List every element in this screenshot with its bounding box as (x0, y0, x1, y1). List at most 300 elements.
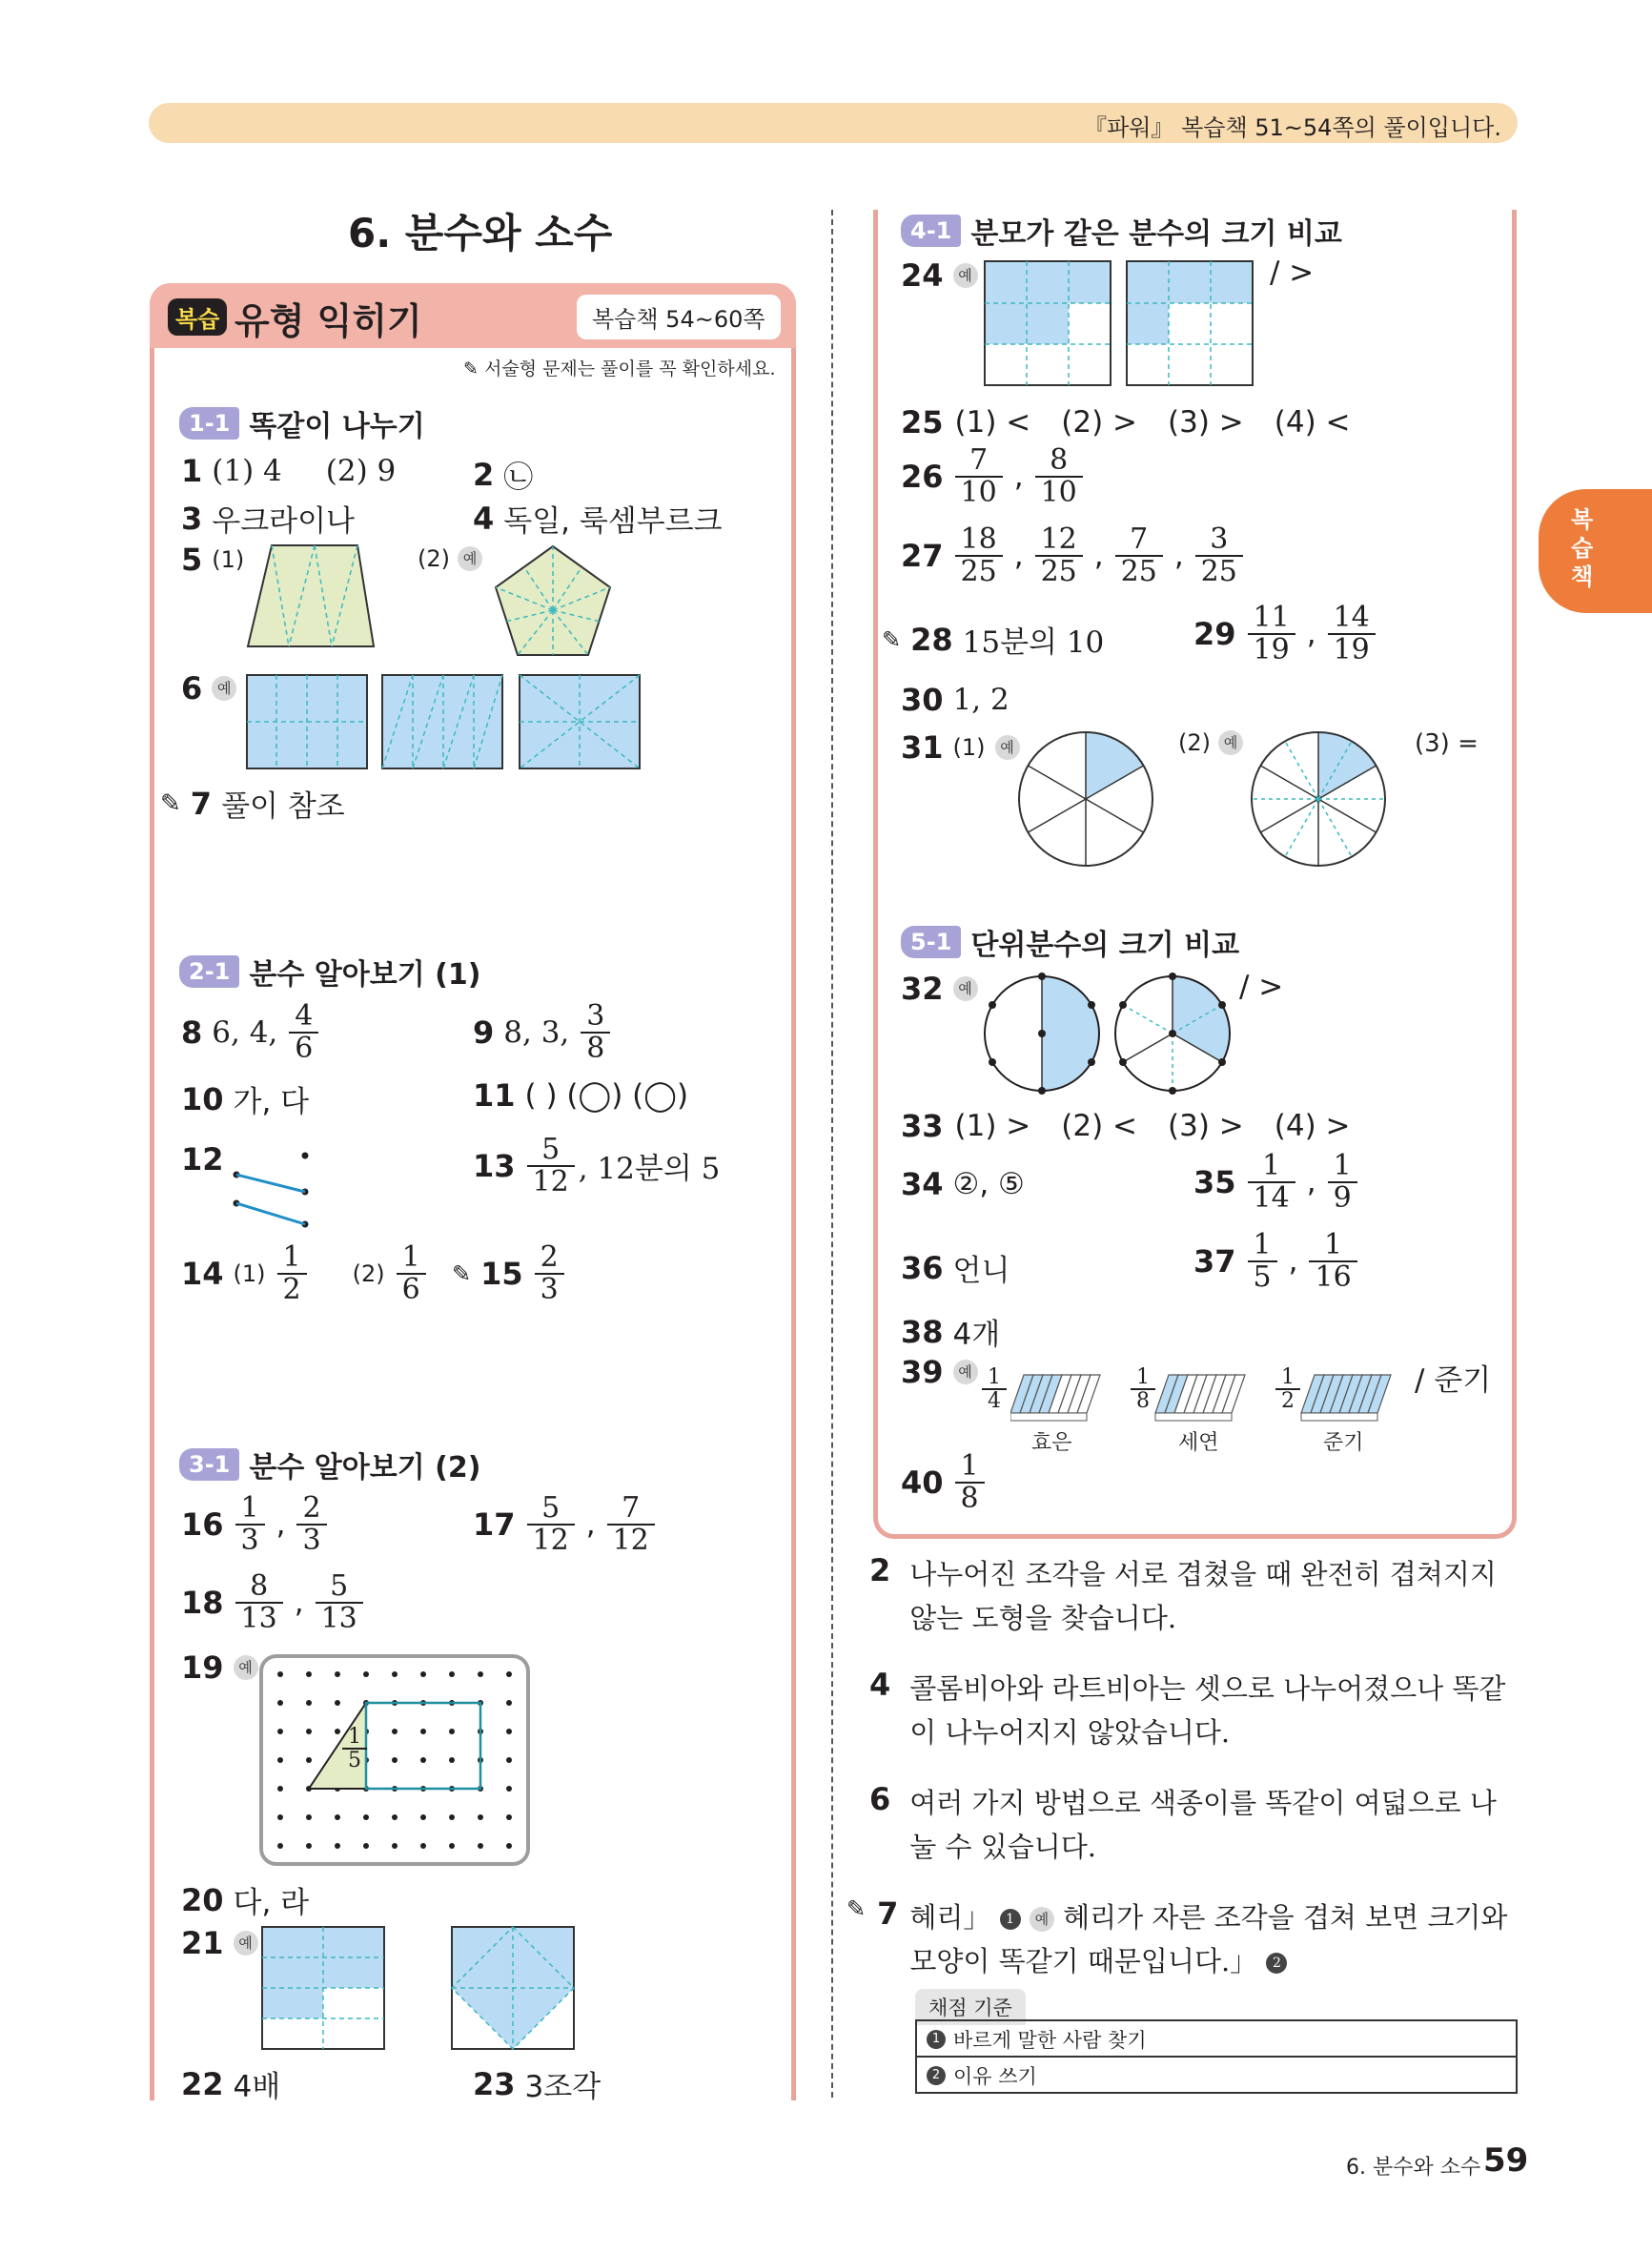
answer-number: 9 (473, 1014, 495, 1051)
grid-dot (363, 1843, 369, 1849)
grid-dot (449, 1814, 455, 1820)
section-1-1 (179, 402, 425, 444)
example-badge: 예 (1218, 730, 1243, 755)
numerator: 7 (969, 443, 989, 477)
numerator: 11 (1253, 601, 1290, 634)
numerator: 12 (1040, 522, 1077, 556)
denominator: 25 (1115, 555, 1163, 587)
example-badge: 예 (212, 676, 236, 701)
answer-text: ②, ⑤ (952, 1167, 1025, 1201)
denominator: 16 (1309, 1260, 1356, 1293)
grid-dot (506, 1700, 512, 1706)
grid-dot (449, 1671, 455, 1677)
example-badge: 예 (953, 976, 978, 1001)
answer-text: , 12분의 5 (578, 1152, 721, 1186)
answer-15: ✎ 15 $\frac{2}{3}$ (452, 1242, 566, 1304)
denominator: 3 (296, 1524, 326, 1556)
footer-page-number: 59 (1483, 2141, 1529, 2180)
answer-number: 2 (869, 1552, 891, 1588)
grid-dot (277, 1700, 283, 1706)
grid-dot (335, 1671, 340, 1677)
example-badge: 예 (234, 1931, 258, 1956)
explanation-7: ✎ 7 혜리」 1 예 혜리가 자른 조각을 겹쳐 보면 크기와 모양이 똑같기 때문입니다.」 2 (846, 1895, 1518, 1983)
grid-dot (306, 1814, 312, 1820)
explanation-part: 혜리가 자른 조각을 겹쳐 보면 크기와 모양이 똑같기 때문입니다.」 (909, 1901, 1508, 1977)
answer-33 (901, 1108, 1351, 1144)
grid-dot (420, 1671, 426, 1677)
answer-text: 우크라이나 (212, 504, 355, 539)
answer-32-result: / > (1239, 970, 1284, 1004)
section-title: 단위분수의 크기 비교 (970, 929, 1240, 962)
box-pages: 복습책 54~60쪽 (577, 295, 781, 339)
answer-number: 15 (480, 1255, 523, 1292)
chocolate-bars-figure (1010, 1360, 1411, 1422)
section-title: 분수 알아보기 (2) (249, 1451, 481, 1485)
grid-dot (478, 1814, 483, 1820)
section-5-1 (901, 921, 1239, 963)
scoring-row-1 (927, 2025, 1147, 2054)
grid-dot (506, 1757, 512, 1763)
answer-number: 40 (901, 1464, 944, 1501)
section-4-1 (901, 210, 1342, 252)
answer-text: 8, 3, (503, 1014, 570, 1050)
answer-8 (181, 1001, 320, 1063)
answer-number: 20 (181, 1881, 224, 1918)
fraction (527, 1493, 575, 1555)
grid-dot (420, 1843, 426, 1849)
answer-number: 30 (901, 682, 944, 718)
column-divider (831, 210, 833, 2098)
scoring-row-2 (927, 2061, 1037, 2090)
fraction (527, 1135, 575, 1197)
answer-28: ✎ 28 15분의 10 (882, 618, 1104, 661)
chip-5-1: 5-1 (901, 926, 961, 958)
answer-17: 17 $\frac{5}{12}$ , $\frac{7}{12}$ (473, 1493, 657, 1555)
grid-dot (506, 1814, 512, 1820)
answer-text: (1) (212, 546, 245, 573)
answer-27: 27 $\frac{18}{25}$ , $\frac{12}{25}$ , $\frac{7}{25}$ , $\frac{3}{25}$ (901, 524, 1245, 586)
answer-16: 16 $\frac{1}{3}$ , $\frac{2}{3}$ (181, 1493, 329, 1555)
answer-number: 11 (473, 1077, 516, 1114)
answer-40 (901, 1451, 987, 1513)
denominator: 14 (1248, 1181, 1295, 1214)
example-badge: 예 (234, 1655, 258, 1680)
chip-1-1: 1-1 (179, 407, 239, 440)
fraction (955, 524, 1003, 586)
grid-dot (420, 1757, 426, 1763)
answer-number: 34 (901, 1166, 944, 1202)
dot-grid-fraction (340, 1726, 369, 1772)
answer-24 (901, 257, 978, 294)
answer-text: (2) (1178, 729, 1211, 756)
grid-dot (306, 1757, 312, 1763)
marker-1: 1 (927, 2030, 946, 2049)
square-divisions-figure (246, 674, 642, 771)
fraction (535, 1242, 564, 1304)
numerator: 1 (1324, 1228, 1343, 1261)
numerator: 1 (1262, 1149, 1281, 1182)
denominator: 13 (316, 1602, 363, 1634)
grid-dot (449, 1757, 455, 1763)
answer-32 (901, 971, 978, 1007)
answer-number: 10 (181, 1080, 224, 1117)
answer-number: 21 (181, 1925, 224, 1961)
denominator: 3 (535, 1273, 564, 1305)
answer-number: 23 (473, 2065, 516, 2102)
answer-3 (181, 497, 355, 540)
answer-text: 3조각 (524, 2070, 602, 2104)
answer-21 (181, 1925, 258, 1961)
grid-dot (363, 1814, 369, 1820)
bar-base (1301, 1413, 1377, 1421)
denominator: 8 (955, 1482, 985, 1514)
grid-dot (306, 1729, 312, 1734)
grid-dot (392, 1729, 398, 1734)
scoring-divider (915, 2056, 1518, 2058)
numerator: 3 (586, 999, 605, 1033)
answer-text: (1) > (954, 1109, 1031, 1143)
grid-dot (277, 1786, 283, 1792)
numerator: 1 (348, 1725, 361, 1749)
explanation-4 (869, 1667, 1518, 1754)
answer-number: 28 (910, 621, 953, 658)
numerator: 1 (1136, 1365, 1150, 1389)
grid-dot (420, 1729, 426, 1734)
answer-text: 독일, 룩셈부르크 (503, 504, 723, 539)
explanation-2 (869, 1552, 1518, 1640)
answer-text: (3) > (1168, 1109, 1244, 1143)
section-title: 똑같이 나누기 (249, 410, 425, 443)
answer-number: 6 (869, 1781, 891, 1817)
grid-dot (335, 1814, 340, 1820)
numerator: 8 (1050, 443, 1069, 477)
answer-22 (181, 2062, 280, 2105)
grid-dot (506, 1729, 512, 1734)
denominator: 2 (1275, 1388, 1300, 1412)
section-3-1 (179, 1444, 480, 1485)
answer-number: 19 (181, 1649, 224, 1686)
answer-23 (473, 2062, 601, 2105)
dot-grid-figure (259, 1654, 530, 1866)
answer-text: (2) (352, 1260, 385, 1287)
grid-dot (335, 1700, 340, 1706)
numerator: 1 (988, 1365, 1001, 1389)
denominator: 19 (1328, 633, 1376, 666)
fraction (397, 1242, 426, 1304)
example-badge: 예 (1030, 1907, 1054, 1932)
answer-number: 12 (181, 1141, 224, 1178)
answer-number: 33 (901, 1108, 944, 1144)
numerator: 1 (1253, 1228, 1272, 1261)
answer-6 (181, 670, 236, 707)
fraction (955, 445, 1003, 507)
explanation-part: 혜리」 (909, 1901, 991, 1934)
side-tab-label: 복습책 (1571, 506, 1594, 590)
answer-35: 35 $\frac{1}{14}$ , $\frac{1}{9}$ (1193, 1151, 1359, 1213)
numerator: 3 (1210, 522, 1229, 556)
fraction (1035, 524, 1083, 586)
fraction (342, 1726, 367, 1772)
answer-25 (901, 404, 1351, 440)
answer-text: 6, 4, (212, 1014, 278, 1050)
answer-number: 35 (1193, 1163, 1236, 1200)
numerator: 7 (1130, 522, 1149, 556)
pentagon-figure (491, 543, 615, 660)
explanation-6 (869, 1781, 1518, 1869)
answer-14 (181, 1242, 428, 1304)
marker-1: 1 (1000, 1909, 1021, 1930)
answer-number: 39 (901, 1354, 944, 1390)
answer-number: 22 (181, 2065, 224, 2102)
trapezoid-figure (243, 543, 386, 653)
denominator: 10 (955, 476, 1003, 508)
answer-number: 4 (473, 500, 495, 537)
grid-dot (392, 1843, 398, 1849)
fraction (1195, 524, 1243, 586)
answer-7: ✎ 7 풀이 참조 (160, 782, 345, 825)
answer-text: (2) (418, 545, 450, 572)
denominator: 10 (1035, 476, 1083, 508)
explanation-text (909, 1895, 1518, 1983)
answer-text: (2) 9 (325, 454, 397, 488)
chapter-title: 6. 분수와 소수 (348, 210, 613, 256)
fraction (1115, 524, 1163, 586)
answer-text: (1) < (954, 405, 1031, 440)
answer-text: (1) (952, 734, 986, 761)
answer-29: 29 $\frac{11}{19}$ , $\frac{14}{19}$ (1193, 603, 1377, 665)
fraction (296, 1493, 326, 1555)
answer-24-result: / > (1270, 256, 1315, 290)
folded-square-figure (261, 1926, 576, 2052)
answer-text: 다, 라 (233, 1886, 310, 1920)
chip-3-1: 3-1 (179, 1448, 239, 1481)
fraction-q39-1 (980, 1366, 1009, 1412)
answer-number: 8 (181, 1014, 203, 1051)
answer-number: 2 (473, 456, 495, 493)
numerator: 18 (960, 522, 997, 556)
fraction (1328, 1151, 1357, 1213)
answer-text: 풀이 참조 (221, 789, 345, 824)
bar-base (1010, 1413, 1087, 1421)
fraction (235, 1493, 265, 1555)
numerator: 2 (302, 1491, 321, 1525)
answer-number: 31 (901, 729, 944, 766)
answer-number: 38 (901, 1313, 944, 1350)
answer-text: (3) > (1168, 405, 1244, 440)
answer-number: 37 (1193, 1242, 1236, 1280)
answer-5 (181, 542, 244, 578)
numerator: 5 (330, 1569, 349, 1603)
answer-38 (901, 1310, 1000, 1353)
answer-number: 7 (877, 1895, 899, 1932)
scoring-title: 채점 기준 (915, 1989, 1026, 2025)
answer-number: 7 (190, 785, 213, 822)
answer-text: 가, 다 (233, 1085, 310, 1119)
answer-number: 1 (181, 453, 203, 489)
grid-dot (392, 1814, 398, 1820)
answer-number: 32 (901, 971, 944, 1007)
marker-2: 2 (927, 2066, 946, 2085)
fraction-grid-compare-figure (984, 260, 1256, 388)
fraction (289, 1001, 318, 1063)
grid-dot (506, 1671, 512, 1677)
answer-number: 25 (901, 404, 944, 440)
answer-text: 4배 (233, 2070, 281, 2104)
denominator: 2 (277, 1273, 307, 1305)
answer-12 (181, 1141, 224, 1178)
explanation-text: 여러 가지 방법으로 색종이를 똑같이 여덟으로 나눌 수 있습니다. (909, 1787, 1497, 1863)
answer-number: 5 (181, 542, 203, 578)
answer-text: (4) > (1274, 1109, 1351, 1143)
numerator: 4 (295, 999, 314, 1033)
answer-number: 18 (181, 1584, 224, 1621)
fraction (1035, 445, 1083, 507)
numerator: 8 (250, 1569, 269, 1603)
numerator: 1 (960, 1449, 979, 1483)
answer-text: (1) 4 (212, 454, 282, 488)
denominator: 8 (581, 1032, 610, 1064)
fraction (316, 1571, 363, 1633)
answer-number: 36 (901, 1249, 944, 1286)
denominator: 25 (955, 555, 1003, 587)
grid-dot (506, 1786, 512, 1792)
label-jungi: 준기 (1323, 1431, 1364, 1455)
chip-4-1: 4-1 (901, 215, 961, 247)
answer-1 (181, 453, 396, 489)
grid-dot (392, 1671, 398, 1677)
numerator: 1 (240, 1491, 259, 1525)
example-badge: 예 (458, 546, 482, 571)
scoring-row-text: 이유 쓰기 (953, 2065, 1037, 2088)
grid-dot (277, 1757, 283, 1763)
denominator: 12 (527, 1165, 575, 1198)
answer-number: 26 (901, 458, 944, 495)
grid-dot (478, 1671, 483, 1677)
example-badge: 예 (995, 735, 1020, 760)
circle-twelfths-figure (1249, 729, 1388, 869)
answer-39-result: / 준기 (1415, 1363, 1492, 1398)
circle-halves-thirds-figure (982, 973, 1239, 1096)
numerator: 1 (1333, 1149, 1352, 1182)
answer-text: (2) < (1061, 1109, 1138, 1143)
fraction (982, 1366, 1007, 1412)
answer-number: 27 (901, 537, 944, 574)
fraction (955, 1451, 985, 1513)
answer-26: 26 $\frac{7}{10}$ , $\frac{8}{10}$ (901, 445, 1085, 507)
section-2-1 (179, 951, 480, 993)
denominator: 12 (607, 1524, 655, 1556)
denominator: 5 (342, 1748, 367, 1772)
grid-dot (420, 1814, 426, 1820)
denominator: 12 (527, 1524, 575, 1556)
grid-dot (306, 1843, 312, 1849)
explanation-text: 나누어진 조각을 서로 겹쳤을 때 완전히 겹쳐지지 않는 도형을 찾습니다. (909, 1558, 1497, 1634)
answer-number: 3 (181, 500, 203, 537)
denominator: 25 (1035, 555, 1083, 587)
grid-dot (277, 1671, 283, 1677)
answer-number: 4 (869, 1667, 891, 1703)
answer-text: 15분의 10 (962, 625, 1105, 660)
grid-dot (506, 1843, 512, 1849)
example-badge: 예 (953, 263, 978, 288)
answer-18: 18 $\frac{8}{13}$ , $\frac{5}{13}$ (181, 1571, 365, 1633)
answer-text: ( ) (◯) (◯) (524, 1078, 689, 1113)
grid-dot (277, 1729, 283, 1734)
answer-5-2 (418, 545, 482, 572)
answer-4 (473, 497, 723, 540)
grid-dot (449, 1729, 455, 1734)
answer-text: 언니 (952, 1254, 1010, 1288)
answer-number: 24 (901, 257, 944, 294)
numerator: 7 (622, 1491, 641, 1525)
grid-dot (277, 1814, 283, 1820)
answer-text: 4개 (952, 1318, 1001, 1352)
denominator: 9 (1328, 1181, 1357, 1214)
answer-34 (901, 1166, 1025, 1202)
fraction (607, 1493, 655, 1555)
grid-dot (478, 1843, 483, 1849)
numerator: 5 (541, 1491, 561, 1525)
footer-chapter: 6. 분수와 소수 (1346, 2156, 1481, 2180)
answer-number: 6 (181, 670, 203, 707)
box-badge: 복습 (168, 298, 227, 336)
box-title: 유형 익히기 (235, 300, 422, 342)
fraction (1248, 603, 1295, 665)
denominator: 3 (235, 1524, 265, 1556)
numerator: 1 (1281, 1365, 1295, 1389)
marker-2: 2 (1266, 1953, 1287, 1974)
line-matching-figure (229, 1144, 315, 1230)
answer-39 (901, 1354, 978, 1390)
scoring-row-text: 바르게 말한 사람 찾기 (953, 2029, 1147, 2052)
example-badge: 예 (953, 1360, 978, 1384)
answer-number: 13 (473, 1147, 516, 1184)
denominator: 5 (1248, 1260, 1277, 1293)
fraction (1309, 1230, 1356, 1292)
answer-13 (473, 1135, 720, 1197)
grid-dot (306, 1671, 312, 1677)
answer-2 (473, 453, 533, 496)
answer-30 (901, 682, 1010, 718)
denominator: 13 (235, 1602, 283, 1634)
chip-2-1: 2-1 (179, 955, 239, 988)
answer-11 (473, 1077, 688, 1114)
fraction (277, 1242, 307, 1304)
answer-31-2 (1178, 729, 1243, 756)
answer-number: 29 (1193, 615, 1236, 652)
grid-dot (363, 1671, 369, 1677)
fraction (581, 1001, 610, 1063)
answer-text: 1, 2 (952, 683, 1010, 717)
fraction (1248, 1151, 1295, 1213)
fraction (1248, 1230, 1277, 1292)
bar-base (1155, 1413, 1232, 1421)
answer-number: 17 (473, 1505, 516, 1543)
circle-sixths-figure (1016, 729, 1155, 869)
answer-36 (901, 1246, 1010, 1289)
answer-number: 14 (181, 1255, 224, 1292)
answer-20 (181, 1878, 309, 1921)
answer-31 (901, 729, 1020, 766)
answer-10 (181, 1077, 309, 1120)
denominator: 4 (982, 1388, 1007, 1412)
numerator: 1 (401, 1240, 420, 1274)
fraction (235, 1571, 283, 1633)
answer-9 (473, 1001, 612, 1063)
answer-text: (1) (233, 1260, 266, 1287)
section-title: 분모가 같은 분수의 크기 비교 (970, 217, 1342, 251)
box-note: ✎ 서술형 문제는 풀이를 꼭 확인하세요. (463, 358, 776, 379)
